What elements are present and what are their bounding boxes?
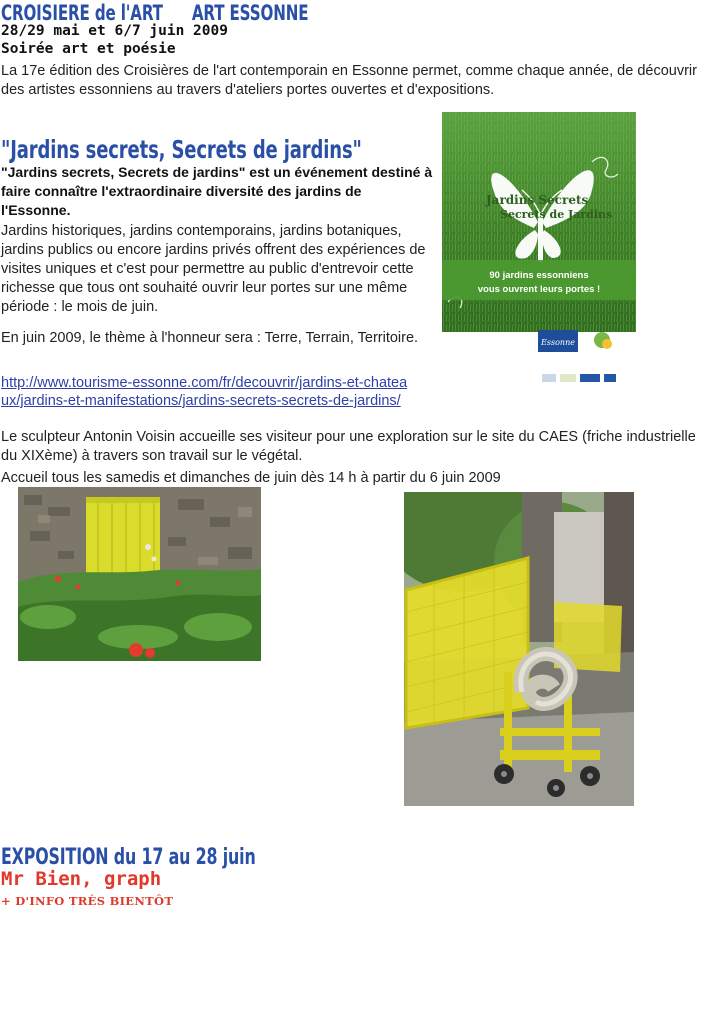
croisiere-title-left: CROISIERE de l'ART	[1, 1, 163, 25]
sculpteur-paragraph: Le sculpteur Antonin Voisin accueille ses visiteur pour une exploration sur le site du CAES (friche industrielle du XIXème) à travers son travail sur le végétal.	[1, 429, 696, 464]
jardins-lead: "Jardins secrets, Secrets de jardins" est un événement destiné à faire connaître l'extraordinaire diversité des jardins de l'Essonne.	[1, 164, 433, 218]
poster-graphic	[442, 112, 636, 400]
jardins-paragraph-1: Jardins historiques, jardins contemporains, jardins botaniques, jardins publics ou encore jardins privés offrent des expériences de visites uniques et c'est pour permettre au public d'entrevoir cette richesse que tous ont souhaité ouvrir leur portes sur une même période : le mois de juin.	[1, 223, 426, 315]
poster-title-line-2: Secrets de Jardins	[500, 208, 613, 221]
croisiere-title-right: ART ESSONNE	[191, 1, 309, 25]
poster-logo-essonne: Essonne	[541, 338, 575, 347]
jardins-link[interactable]: http://www.tourisme-essonne.com/fr/decouvrir/jardins-et-chateaux/jardins-et-manifestations/jardins-secrets-secrets-de-jardins/	[1, 375, 408, 409]
poster-banner-line-2: vous ouvrent leurs portes !	[477, 284, 601, 295]
jardins-heading: "Jardins secrets, Secrets de jardins"	[1, 135, 362, 164]
sculpture-photo-graphic	[404, 492, 634, 806]
croisiere-intro: La 17e édition des Croisières de l'art contemporain en Essonne permet, comme chaque année, de découvrir des artistes essonniens au travers d'ateliers portes ouvertes et d'expositions.	[1, 63, 697, 98]
croisiere-subtitle: Soirée art et poésie	[1, 41, 176, 57]
exposition-artist: Mr Bien, graph	[1, 868, 162, 890]
garden-photo	[18, 487, 261, 661]
exposition-title: EXPOSITION du 17 au 28 juin	[1, 845, 256, 870]
croisiere-dates: 28/29 mai et 6/7 juin 2009	[1, 23, 228, 39]
sculpture-photo	[404, 492, 634, 806]
garden-photo-graphic	[18, 487, 261, 661]
jardins-paragraph-2: En juin 2009, le thème à l'honneur sera : Terre, Terrain, Territoire.	[1, 330, 419, 346]
accueil-line: Accueil tous les samedis et dimanches de juin dès 14 h à partir du 6 juin 2009	[1, 470, 501, 486]
exposition-more-info: + D'INFO TRÈS BIENTÔT	[1, 894, 174, 908]
croisiere-title	[1, 2, 308, 24]
jardins-poster	[442, 112, 636, 400]
poster-title-line-1: Jardins Secrets	[486, 193, 589, 207]
poster-banner-line-1: 90 jardins essonniens	[489, 270, 589, 281]
